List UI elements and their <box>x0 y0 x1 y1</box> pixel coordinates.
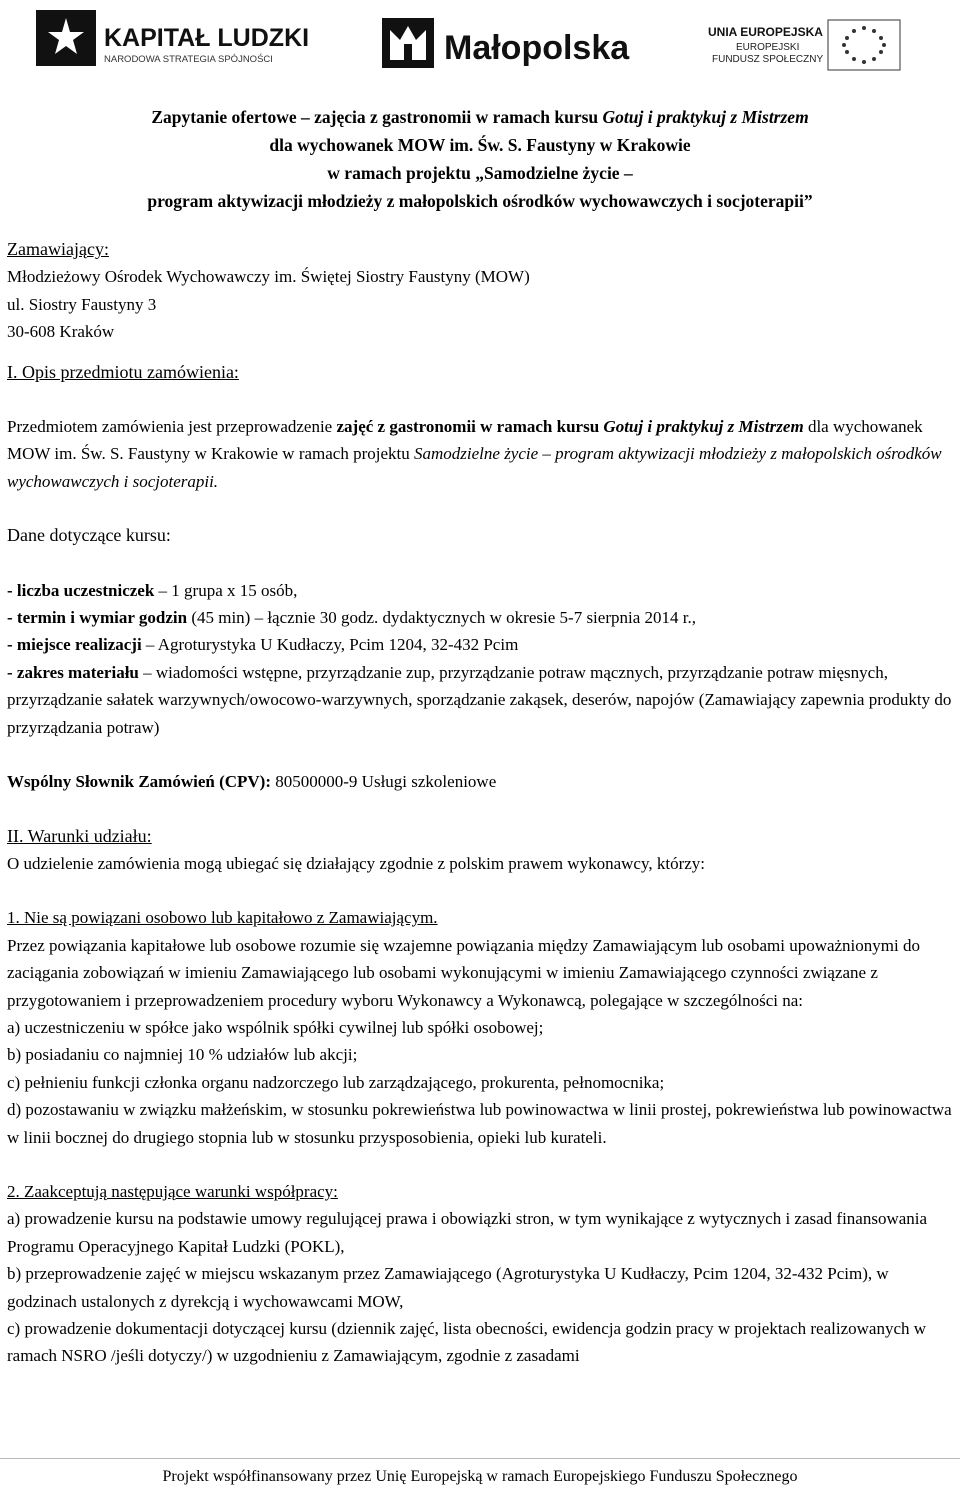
condition-1-c: c) pełnieniu funkcji członka organu nadzorczego lub zarządzającego, prokurenta, pełnomocnika; <box>7 1072 665 1092</box>
section-1-heading: I. Opis przedmiotu zamówienia: <box>7 361 239 382</box>
condition-1-text: Przez powiązania kapitałowe lub osobowe rozumie się wzajemne powiązania między Zamawiającym lub osobami upoważnionymi do zaciągania zobowiązań w imieniu Zamawiającego lub osobami wykonującymi w imieniu Zamawiającego czynności związane z przygotowaniem i przeprowadzeniem procedury wyboru Wykonawcy a Wykonawcą, polegające w szczególności na: <box>7 935 920 1010</box>
scope-item: - zakres materiału – wiadomości wstępne, przyrządzanie zup, przyrządzanie potraw mącznych, przyrządzanie potraw mięsnych, przyrządzanie sałatek warzywnych/owocowo-warzywnych, sporządzanie zakąsek, deserów, napojów (Zamawiający zapewnia produkty do przyrządzania potraw) <box>7 662 952 737</box>
svg-text:Małopolska: Małopolska <box>444 29 630 67</box>
condition-2-a: a) prowadzenie kursu na podstawie umowy regulującej prawa i obowiązki stron, w tym wynikające z wytycznych i zasad finansowania Programu Operacyjnego Kapitał Ludzki (POKL), <box>7 1209 928 1256</box>
page-footer: Projekt współfinansowany przez Unię Europejską w ramach Europejskiego Funduszu Społecznego <box>162 1468 798 1485</box>
malopolska-logo <box>382 14 652 70</box>
svg-text:KAPITAŁ LUDZKI: KAPITAŁ LUDZKI <box>104 24 310 52</box>
participants-item: - liczba uczestniczek – 1 grupa x 15 osób, <box>7 580 298 600</box>
section-2-heading: II. Warunki udziału: <box>7 825 152 846</box>
svg-text:NARODOWA STRATEGIA SPÓJNOŚCI: NARODOWA STRATEGIA SPÓJNOŚCI <box>104 54 273 65</box>
condition-1-d: d) pozostawaniu w związku małżeńskim, w stosunku pokrewieństwa lub powinowactwa w linii prostej, pokrewieństwa lub powinowactwa w linii bocznej do drugiego stopnia lub w stosunku przysposobienia, opieki lub kurateli. <box>7 1100 952 1147</box>
svg-text:FUNDUSZ SPOŁECZNY: FUNDUSZ SPOŁECZNY <box>712 54 824 65</box>
header-logos <box>0 0 960 90</box>
section-2-intro: O udzielenie zamówienia mogą ubiegać się działający zgodnie z polskim prawem wykonawcy, którzy: <box>7 853 706 873</box>
orderer-city: 30-608 Kraków <box>7 322 115 342</box>
location-item: - miejsce realizacji – Agroturystyka U Kudłaczy, Pcim 1204, 32-432 Pcim <box>7 635 519 655</box>
title-line-1: Zapytanie ofertowe – zajęcia z gastronomii w ramach kursu Gotuj i praktykuj z Mistrzem <box>151 107 809 127</box>
title-line-4: program aktywizacji młodzieży z małopolskich ośrodków wychowawczych i socjoterapii” <box>147 191 813 211</box>
document-title <box>0 103 960 215</box>
condition-2-heading: 2. Zaakceptują następujące warunki współpracy: <box>7 1181 338 1201</box>
cpv-code: Wspólny Słownik Zamówień (CPV): 80500000-9 Usługi szkoleniowe <box>7 772 497 792</box>
schedule-item: - termin i wymiar godzin (45 min) – łącznie 30 godz. dydaktycznych w okresie 5-7 sierpnia 2014 r., <box>7 608 696 628</box>
svg-text:EUROPEJSKI: EUROPEJSKI <box>736 42 800 53</box>
condition-2-c: c) prowadzenie dokumentacji dotyczącej kursu (dziennik zajęć, lista obecności, ewidencja godzin pracy w projektach realizowanych w ramach NSRO /jeśli dotyczy/) w uzgodnieniu z Zamawiającym, zgodnie z zasadami <box>7 1319 927 1366</box>
footer-divider <box>0 1458 960 1459</box>
kapital-ludzki-logo <box>36 6 326 70</box>
condition-1-a: a) uczestniczeniu w spółce jako wspólnik spółki cywilnej lub spółki osobowej; <box>7 1017 544 1037</box>
document-body <box>7 236 952 1370</box>
svg-text:UNIA EUROPEJSKA: UNIA EUROPEJSKA <box>708 25 823 39</box>
title-line-3: w ramach projektu „Samodzielne życie – <box>327 163 633 183</box>
condition-2-b: b) przeprowadzenie zajęć w miejscu wskazanym przez Zamawiającego (Agroturystyka U Kudłaczy, Pcim 1204, 32-432 Pcim), w godzinach ustalonych z dyrekcją i wychowawcami MOW, <box>7 1264 889 1311</box>
section-1-description: Przedmiotem zamówienia jest przeprowadzenie zajęć z gastronomii w ramach kursu Gotuj i praktykuj z Mistrzem dla wychowanek MOW im. Św. S. Faustyny w Krakowie w ramach projektu Samodzielne życie – program aktywizacji młodzieży z małopolskich ośrodków wychowawczych i socjoterapii. <box>7 417 942 491</box>
condition-1-heading: 1. Nie są powiązani osobowo lub kapitałowo z Zamawiającym. <box>7 908 438 928</box>
course-data-heading: Dane dotyczące kursu: <box>7 525 171 546</box>
condition-1-b: b) posiadaniu co najmniej 10 % udziałów lub akcji; <box>7 1045 358 1065</box>
eu-efs-logo <box>698 12 918 76</box>
orderer-heading: Zamawiający: <box>7 239 109 259</box>
title-line-2: dla wychowanek MOW im. Św. S. Faustyny w Krakowie <box>269 135 691 155</box>
orderer-street: ul. Siostry Faustyny 3 <box>7 294 157 314</box>
orderer-name: Młodzieżowy Ośrodek Wychowawczy im. Świętej Siostry Faustyny (MOW) <box>7 267 530 287</box>
